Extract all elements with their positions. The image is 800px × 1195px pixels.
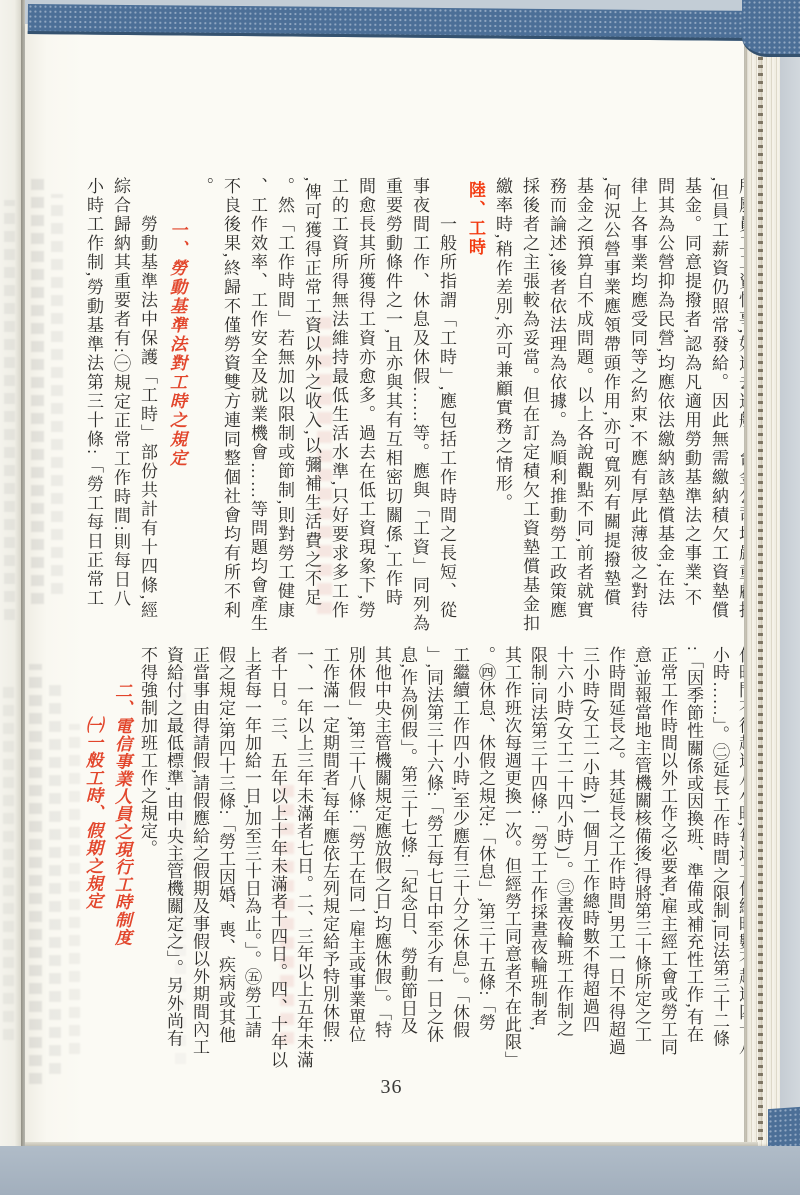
subsection-heading-1: ㈠一般工時、假期之規定 [83, 716, 102, 910]
text-column: 工的工資所得無法維持最低生活水準,只好要求多工作 [329, 177, 348, 621]
chapter-heading: 陸、工時 [466, 181, 485, 257]
text-column: 十六小時(女工二十四小時)」。㊂晝夜輪班工作制之 [554, 646, 573, 1038]
page [25, 24, 758, 1148]
text-column: 正當事由得請假,請假應給之假期及事假以外期間內工 [190, 646, 209, 1056]
text-column: ,但員工薪資仍照常發給。因此無需繳納積欠工資墊償 [709, 177, 728, 621]
text-column: 間愈長其所獲得工資亦愈多。過去在低工資現象下,勞 [356, 177, 375, 621]
text-column: 」,同法第三十六條:「勞工每七日中至少有一日之休 [424, 646, 443, 1044]
text-column: 。 [194, 177, 213, 196]
text-column: 。然「工作時間」若無加以限制或節制,則對勞工健康 [275, 177, 294, 621]
text-column: 小時……」。㊁延長工作時間之限制,同法第三十二條 [710, 646, 729, 1048]
desk-surface [0, 1146, 800, 1195]
page-stack-speckle [758, 40, 763, 1140]
text-column: 務而論述,後者依法理為依據。為順利推動勞工政策應 [547, 177, 566, 621]
text-column: 工繼續工作四小時,至少應有三十分之休息」。「休假 [450, 646, 469, 1039]
text-column: 不良後果,終歸不僅勞資雙方連同整個社會均有所不利 [221, 177, 240, 621]
text-column: 正常工作時間以外工作之必要者,雇主經工會或勞工同 [658, 646, 677, 1056]
text-column: 作時間延長之。其延長之工作時間,男工一日不得超過 [606, 646, 625, 1056]
text-column: 不得強制加班工作之規定。 [138, 646, 157, 858]
text-column: 者十日。三、五年以上十年未滿者十四日。四、十年以 [268, 646, 287, 1069]
text-column: 綜合歸納其重要者有:㊀規定正常工作時間:則每日八 [111, 177, 130, 609]
text-column: :「因季節性關係或因換班、準備或補充性工作,有在 [684, 646, 703, 1044]
text-column: 小時工作制,勞動基準法第三十條:「勞工每日正常工 [84, 177, 103, 608]
text-column: 律上各事業均應受同等之約束,不應有厚此薄彼之對待 [628, 177, 647, 621]
background-right-edge [778, 30, 800, 1150]
page-number: 36 [380, 1076, 403, 1098]
text-column: 基金之預算自不成問題。以上各說觀點不同,前者就實 [574, 177, 593, 621]
text-column: 假之規定:第四十三條:「勞工因婚、喪、疾病或其他 [216, 646, 235, 1044]
text-column: ,何況公營事業應領帶頭作用,亦可寬列有關提撥墊償 [601, 177, 620, 608]
text-column: 意,並報當地主管機關核備後,得將第三十條所定之工 [632, 646, 651, 1043]
text-column: 其工作班次每週更換一次。但經勞工同意者不在此限」 [502, 646, 521, 1069]
text-column: 其他中央主管機關規定應放假之日,均應休假」。「特 [372, 646, 391, 1039]
text-column: 上者每一年加給一日,加至三十日為止。」。㊄勞工請 [242, 646, 261, 1039]
section-heading-1: 一、勞動基準法對工時之規定 [167, 221, 186, 468]
text-column: 採後者之主張較為妥當。但在訂定積欠工資墊償基金扣 [520, 177, 539, 633]
text-column: 三小時(女工二小時),一個月工作總時數不得超過四 [580, 646, 599, 1033]
facing-page-edge [0, 0, 21, 1152]
book-cover-top-right [742, 0, 800, 57]
lower-text-block [72, 646, 754, 1074]
text-column: 工作滿一定期間者,每年應依左列規定給予特別休假: [320, 646, 339, 1044]
section-heading-2: 二、電信事業人員之現行工時制度 [112, 682, 131, 946]
text-column: 重要勞動條件之一,且亦與其有互相密切關係,工作時 [383, 177, 402, 608]
text-column: 基金。同意提撥者,認為凡適用勞動基準法之事業,不 [682, 177, 701, 608]
text-column: 資給付之最低標準,由中央主管機關定之」。另外尚有 [164, 646, 183, 1048]
text-column: 限制:同法第三十四條:「勞工工作採晝夜輪班制者, [528, 646, 547, 1032]
text-column: 。㊃休息、休假之規定:「休息」,第三十五條:「勞 [476, 646, 495, 1032]
text-column: 勞動基準法中保護「工時」部份共計有十四條,經 [138, 215, 157, 621]
text-column: 、工作效率、工作安全及就業機會……等問題均會產生 [248, 177, 267, 633]
text-column: ,俾可獲得正常工資以外之收入,以彌補生活費之不足 [302, 177, 321, 608]
text-column: 繳率時,稍作差別,亦可兼顧實務之情形。 [493, 177, 512, 513]
text-column: 息,作為例假」。第三十七條:「紀念日、勞動節日及 [398, 646, 417, 1035]
text-column: 問其為公營抑為民營,均應依法繳納該墊償基金,在法 [655, 177, 674, 608]
text-column: 一般所指謂「工時」,應包括工作時間之長短、從 [437, 215, 456, 621]
text-column: 一、一年以上三年未滿者七日。二、三年以上五年未滿 [294, 646, 313, 1069]
text-column: 事夜間工作、休息及休假……等。應與「工資」同列為 [410, 177, 429, 633]
upper-text-block [75, 177, 754, 639]
text-column: 別休假」,第三十八條:「勞工在同一雇主或事業單位 [346, 646, 365, 1044]
